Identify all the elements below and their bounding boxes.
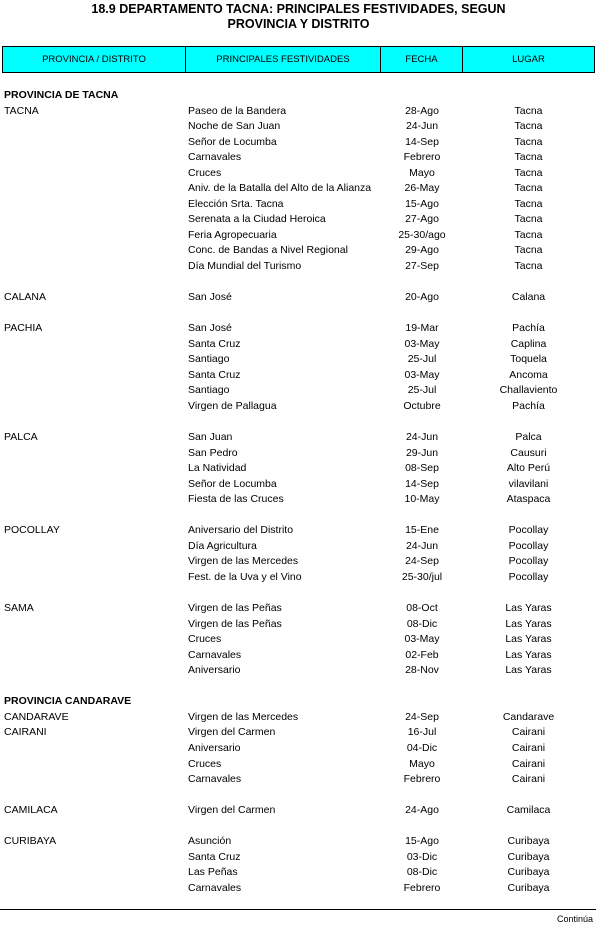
lugar-cell: Las Yaras xyxy=(505,602,552,615)
table-row xyxy=(0,383,597,399)
table-row xyxy=(0,539,597,555)
lugar-cell: Camilaca xyxy=(506,804,551,817)
fecha-cell: 28-Ago xyxy=(405,104,439,117)
lugar-cell: Las Yaras xyxy=(505,664,552,677)
title-line-1: 18.9 DEPARTAMENTO TACNA: PRINCIPALES FESTIVIDADES, SEGUN xyxy=(91,2,506,16)
fecha-cell: 24-Jun xyxy=(405,120,439,133)
table-row xyxy=(0,166,597,182)
lugar-cell: Ancoma xyxy=(509,368,548,381)
title-line-2: PROVINCIA Y DISTRITO xyxy=(227,17,370,31)
fecha-cell: 03-May xyxy=(404,368,440,381)
festividad-cell: Santa Cruz xyxy=(188,850,241,863)
spacer-row xyxy=(0,508,597,524)
table-row xyxy=(0,197,597,213)
table-row xyxy=(0,337,597,353)
lugar-cell: Tacna xyxy=(514,135,543,148)
fecha-cell: 25-Jul xyxy=(407,384,437,397)
table-row xyxy=(0,570,597,586)
festividad-cell: Virgen del Carmen xyxy=(188,804,276,817)
lugar-cell: Candarave xyxy=(502,710,555,723)
lugar-cell: Tacna xyxy=(514,182,543,195)
table-row xyxy=(0,150,597,166)
festividad-cell: La Natividad xyxy=(188,462,247,475)
district-cell: SAMA xyxy=(4,602,34,615)
festividad-cell: Señor de Locumba xyxy=(188,135,277,148)
lugar-cell: Pocollay xyxy=(508,570,549,583)
table-row xyxy=(0,710,597,726)
festividad-cell: Feria Agropecuaria xyxy=(188,228,277,241)
fecha-cell: 15-Ene xyxy=(405,524,439,537)
table-row xyxy=(0,352,597,368)
festividad-cell: San Juan xyxy=(188,431,233,444)
festividad-cell: San José xyxy=(188,322,232,335)
festividad-cell: Santiago xyxy=(188,353,230,366)
table-row xyxy=(0,663,597,679)
table-row xyxy=(0,632,597,648)
festividad-cell: Paseo de la Bandera xyxy=(188,104,287,117)
table-row xyxy=(0,772,597,788)
festividad-cell: Carnavales xyxy=(188,881,242,894)
festividad-cell: Aniv. de la Batalla del Alto de la Alianza xyxy=(188,182,372,195)
festividad-cell: Cruces xyxy=(188,757,222,770)
festividad-cell: Virgen de Pallagua xyxy=(188,399,277,412)
lugar-cell: Curibaya xyxy=(507,835,550,848)
fecha-cell: 03-May xyxy=(404,337,440,350)
festividad-cell: Virgen de las Mercedes xyxy=(188,710,299,723)
fecha-cell: 14-Sep xyxy=(405,135,439,148)
festividad-cell: Cruces xyxy=(188,166,222,179)
lugar-cell: Cairani xyxy=(511,773,546,786)
fecha-cell: 08-Sep xyxy=(405,462,439,475)
lugar-cell: Pocollay xyxy=(508,555,549,568)
lugar-cell: Tacna xyxy=(514,120,543,133)
festividad-cell: Las Peñas xyxy=(188,866,238,879)
table-row xyxy=(0,104,597,120)
fecha-cell: 16-Jul xyxy=(407,726,437,739)
continua-label: Continúa xyxy=(556,914,593,924)
fecha-cell: 25-Jul xyxy=(407,353,437,366)
fecha-cell: Mayo xyxy=(409,166,435,179)
district-cell: CALANA xyxy=(4,291,47,304)
festividad-cell: Cruces xyxy=(188,633,222,646)
fecha-cell: 20-Ago xyxy=(405,291,439,304)
district-cell: POCOLLAY xyxy=(4,524,60,537)
table-row xyxy=(0,368,597,384)
table-row xyxy=(0,850,597,866)
table-row xyxy=(0,477,597,493)
fecha-cell: 10-May xyxy=(404,493,440,506)
fecha-cell: 15-Ago xyxy=(405,835,439,848)
table-header xyxy=(2,46,595,73)
lugar-cell: Pocollay xyxy=(508,539,549,552)
table-row xyxy=(0,135,597,151)
lugar-cell: Tacna xyxy=(514,228,543,241)
fecha-cell: 19-Mar xyxy=(405,322,439,335)
province-heading: PROVINCIA DE TACNA xyxy=(4,89,119,101)
fecha-cell: 25-30/jul xyxy=(401,570,443,583)
fecha-cell: 24-Sep xyxy=(405,710,439,723)
district-cell: CANDARAVE xyxy=(4,710,69,723)
fecha-cell: Febrero xyxy=(403,773,441,786)
lugar-cell: Pocollay xyxy=(508,524,549,537)
lugar-cell: Las Yaras xyxy=(505,617,552,630)
table-row xyxy=(0,228,597,244)
district-cell: CAIRANI xyxy=(4,726,47,739)
festividad-cell: Día Mundial del Turismo xyxy=(188,260,302,273)
table-row xyxy=(0,492,597,508)
page-title xyxy=(0,2,597,32)
festividad-cell: Elección Srta. Tacna xyxy=(188,197,284,210)
fecha-cell: 29-Jun xyxy=(405,446,439,459)
festividad-cell: Aniversario del Distrito xyxy=(188,524,294,537)
festividad-cell: Virgen de las Mercedes xyxy=(188,555,299,568)
table-row xyxy=(0,461,597,477)
table-row xyxy=(0,243,597,259)
lugar-cell: Tacna xyxy=(514,151,543,164)
table-row xyxy=(0,290,597,306)
fecha-cell: 24-Ago xyxy=(405,804,439,817)
lugar-cell: Caplina xyxy=(510,337,547,350)
table-body xyxy=(0,88,597,896)
lugar-cell: Tacna xyxy=(514,260,543,273)
lugar-cell: Calana xyxy=(511,291,546,304)
table-row xyxy=(0,321,597,337)
spacer-row xyxy=(0,788,597,804)
district-cell: CURIBAYA xyxy=(4,835,57,848)
header-fecha: FECHA xyxy=(381,47,463,72)
lugar-cell: Cairani xyxy=(511,757,546,770)
festividad-cell: Noche de San Juan xyxy=(188,120,281,133)
table-row xyxy=(0,617,597,633)
festividad-cell: Asunción xyxy=(188,835,232,848)
fecha-cell: 25-30/ago xyxy=(398,228,446,241)
fecha-cell: Febrero xyxy=(403,151,441,164)
lugar-cell: Cairani xyxy=(511,741,546,754)
table-row xyxy=(0,399,597,415)
table-row xyxy=(0,259,597,275)
fecha-cell: 24-Jun xyxy=(405,431,439,444)
lugar-cell: Tacna xyxy=(514,166,543,179)
bottom-divider xyxy=(0,909,596,910)
province-heading-row xyxy=(0,88,597,104)
table-row xyxy=(0,881,597,897)
festividad-cell: San Pedro xyxy=(188,446,238,459)
festividad-cell: Día Agricultura xyxy=(188,539,257,552)
lugar-cell: Causuri xyxy=(510,446,547,459)
spacer-row xyxy=(0,275,597,291)
lugar-cell: Las Yaras xyxy=(505,633,552,646)
table-row xyxy=(0,741,597,757)
fecha-cell: 28-Nov xyxy=(405,664,439,677)
festividad-cell: Carnavales xyxy=(188,773,242,786)
fecha-cell: 08-Oct xyxy=(406,602,438,615)
district-cell: TACNA xyxy=(4,104,39,117)
province-heading-row xyxy=(0,694,597,710)
festividad-cell: Conc. de Bandas a Nivel Regional xyxy=(188,244,348,257)
district-cell: CAMILACA xyxy=(4,804,58,817)
festividad-cell: Aniversario xyxy=(188,664,241,677)
fecha-cell: 29-Ago xyxy=(405,244,439,257)
lugar-cell: Challaviento xyxy=(499,384,558,397)
fecha-cell: 03-May xyxy=(404,633,440,646)
fecha-cell: 08-Dic xyxy=(406,866,438,879)
fecha-cell: 24-Sep xyxy=(405,555,439,568)
fecha-cell: 24-Jun xyxy=(405,539,439,552)
table-row xyxy=(0,601,597,617)
festividad-cell: Carnavales xyxy=(188,151,242,164)
fecha-cell: 15-Ago xyxy=(405,197,439,210)
lugar-cell: Curibaya xyxy=(507,866,550,879)
lugar-cell: Palca xyxy=(515,431,542,444)
spacer-row xyxy=(0,679,597,695)
spacer-row xyxy=(0,586,597,602)
table-row xyxy=(0,803,597,819)
festividad-cell: Fiesta de las Cruces xyxy=(188,493,284,506)
lugar-cell: Tacna xyxy=(514,213,543,226)
lugar-cell: Toquela xyxy=(510,353,547,366)
lugar-cell: vilavilani xyxy=(508,477,549,490)
festividad-cell: Santa Cruz xyxy=(188,337,241,350)
spacer-row xyxy=(0,306,597,322)
table-row xyxy=(0,430,597,446)
lugar-cell: Pachía xyxy=(512,399,545,412)
table-row xyxy=(0,446,597,462)
festividad-cell: Fest. de la Uva y el Vino xyxy=(188,570,302,583)
table-row xyxy=(0,865,597,881)
fecha-cell: 08-Dic xyxy=(406,617,438,630)
spacer-row xyxy=(0,819,597,835)
lugar-cell: Tacna xyxy=(514,244,543,257)
fecha-cell: 02-Feb xyxy=(405,648,439,661)
district-cell: PACHIA xyxy=(4,322,43,335)
table-row xyxy=(0,181,597,197)
lugar-cell: Alto Perú xyxy=(506,462,551,475)
festividad-cell: Serenata a la Ciudad Heroica xyxy=(188,213,326,226)
district-cell: PALCA xyxy=(4,431,38,444)
table-row xyxy=(0,648,597,664)
lugar-cell: Cairani xyxy=(511,726,546,739)
spacer-row xyxy=(0,414,597,430)
fecha-cell: Mayo xyxy=(409,757,435,770)
lugar-cell: Pachía xyxy=(512,322,545,335)
festividad-cell: Aniversario xyxy=(188,741,241,754)
fecha-cell: 27-Sep xyxy=(405,260,439,273)
table-row xyxy=(0,834,597,850)
fecha-cell: 03-Dic xyxy=(406,850,438,863)
table-row xyxy=(0,757,597,773)
fecha-cell: Febrero xyxy=(403,881,441,894)
lugar-cell: Curibaya xyxy=(507,881,550,894)
table-row xyxy=(0,212,597,228)
festividad-cell: Santiago xyxy=(188,384,230,397)
table-row xyxy=(0,554,597,570)
festividad-cell: Santa Cruz xyxy=(188,368,241,381)
lugar-cell: Tacna xyxy=(514,197,543,210)
lugar-cell: Tacna xyxy=(514,104,543,117)
festividad-cell: San José xyxy=(188,291,232,304)
festividad-cell: Señor de Locumba xyxy=(188,477,277,490)
table-row xyxy=(0,725,597,741)
header-festividades: PRINCIPALES FESTIVIDADES xyxy=(186,47,381,72)
header-provincia-distrito: PROVINCIA / DISTRITO xyxy=(3,47,186,72)
table-row xyxy=(0,523,597,539)
lugar-cell: Curibaya xyxy=(507,850,550,863)
table-row xyxy=(0,119,597,135)
lugar-cell: Ataspaca xyxy=(506,493,551,506)
fecha-cell: 04-Dic xyxy=(406,741,438,754)
festividad-cell: Virgen de las Peñas xyxy=(188,602,282,615)
festividad-cell: Carnavales xyxy=(188,648,242,661)
province-heading: PROVINCIA CANDARAVE xyxy=(4,695,132,708)
fecha-cell: 14-Sep xyxy=(405,477,439,490)
festividad-cell: Virgen de las Peñas xyxy=(188,617,282,630)
header-lugar: LUGAR xyxy=(512,54,545,65)
lugar-cell: Las Yaras xyxy=(505,648,552,661)
festividad-cell: Virgen del Carmen xyxy=(188,726,276,739)
fecha-cell: 27-Ago xyxy=(405,213,439,226)
fecha-cell: Octubre xyxy=(403,399,441,412)
fecha-cell: 26-May xyxy=(404,182,440,195)
